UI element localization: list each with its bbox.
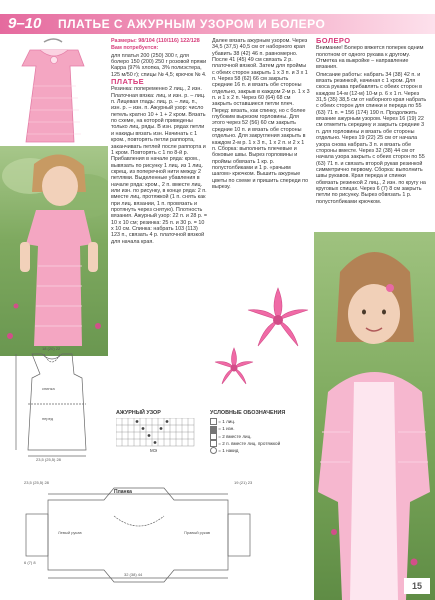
girl-dress-photo bbox=[0, 146, 108, 356]
materials-text: для платья 200 (250) 300 г, для болеро 150 (200) 250 г розовой пряжи Карра (97% хлопка, 3% полиэстера, 125 м/50 г); спицы № 4,5; крючок № 4. bbox=[111, 52, 207, 78]
bolero-dim-width: 23,5 (25,5) 28 bbox=[24, 480, 49, 485]
bolero-placket-label: Планка bbox=[114, 489, 132, 495]
right-sleeve-label: Правый рукав bbox=[184, 530, 211, 535]
left-sleeve-label: Левый рукав bbox=[58, 530, 82, 535]
lace-chart-title: АЖУРНЫЙ УЗОР bbox=[116, 410, 161, 416]
girl-bolero-photo bbox=[314, 232, 435, 600]
dress-title: ПЛАТЬЕ bbox=[111, 77, 145, 87]
middle-text: Далее вязать ажурным узором. Через 34,5 (37,5) 40,5 см от наборного края убавить 38 (42) 46 п. равномерно. После 41 (45) 49 см связать 2 р. платочной вязкой. Затем для проймы с обеих сторон закрыть 1 х 3 п. и 3 х 1 п. Через 58 (62) 66 см закрыть средние 16 п. и вязать обе стороны отдельно, закрыв в каждом 2-м р. 1 х 3 п. и 1 х 2 п. Через 60 (64) 68 см закрыть оставшиеся петли плеч. Перед: вязать, как спинку, но с более глубоким вырезом горловины. Для этого через 52 (56) 60 см закрыть средние 10 п. и вязать обе стороны отдельно. Для закругления закрыть в каждом 2-м р. 1 х 3 п., 1 х 2 п. и 2 х 1 п. Сборка: выполнить плечевые и боковые швы. Вырез горловины и проймы обвязать 1 кр. р. полустолбиками и 1 р. «рачьим шагом» крючком. Вышить ажурные цветы по схеме и пришить спереди по вырезу. bbox=[212, 38, 310, 190]
page-range: 9–10 bbox=[8, 15, 42, 32]
bolero-text: Описание работы: набрать 34 (38) 42 п. и вязать резинкой, начиная с 1 кром. Для скоса рукава прибавлять с обеих сторон в каждом 14-м (12-м) 10-м р. 6 х 1 п. Через 31,5 (35) 38,5 см от наборного края набрать с обеих сторон для спинки и переда по 55 (63) 71 п. = 156 (174) 190 п. Продолжить вязание ажурным узором. Через 16 (19) 22 см отметить середину и закрыть средние 3 п. для горловины и вязать обе стороны отдельно. Через 19 (22) 25 см от начала узора снова набрать 3 п. и вязать обе стороны вместе. Через 32 (38) 44 см от начала узора закрыть с обеих сторон по 55 (63) 71 п. и связать второй рукав резинкой симметрично первому. Сборка: выполнить швы рукавов. Края переда и спинки обвязать резинкой 2 лиц., 2 изн. по кругу на круговых спицах. Через 6 (7) 8 см закрыть петли по рисунку. Вырез обвязать 1 р. полустолбиками крючком. bbox=[316, 71, 427, 205]
dress-instructions-column bbox=[111, 38, 207, 354]
bolero-instructions-column bbox=[316, 38, 428, 228]
dress-schematic bbox=[2, 346, 112, 464]
legend-title: УСЛОВНЫЕ ОБОЗНАЧЕНИЯ bbox=[210, 410, 286, 416]
dress-text: Резинка: попеременно 2 лиц., 2 изн. Платочная вязка: лиц. и изн. р. – лиц. п. Лицевая гладь: лиц. р. – лиц. п., изн. р. – изн. п. Ажурный узор: число петель кратно 10 + 1 + 2 кром. Вязать по схеме, на которой приведены только лиц. ряды. В изн. рядах петли и накиды вязать изн. Начинать с 1 кром., повторять петли раппорта, заканчивать петлей после раппорта и 1 кром. Повторять с 1 по 8-й р. Прибавления в начале ряда: кром., вывязать по рисунку 1 лиц. из 1 лиц. скрещ. из поперечной нити между 2 петлями. Выделенные убавления в начале ряда: кром., 2 п. вместе лиц. или изн. по рисунку, в конце ряда: 2 п. вместе лиц. протяжкой (1 п. снять как при лиц. вязании, 1 п. провязать и протянуть через снятую). Плотность вязания. Ажурный узор: 22 п. и 28 р. = 10 х 10 см; резинка: 25 п. и 30 р. = 10 х 10 см. Спинка: набрать 103 (113) 123 п., связать 4 р. платочной вязкой для начала края. bbox=[111, 86, 207, 245]
legend-item: = 1 лиц. bbox=[210, 418, 310, 425]
flower-motifs bbox=[214, 272, 314, 394]
sizes-text: Размеры: 98/104 (110/116) 122/128 bbox=[111, 38, 200, 44]
lace-chart bbox=[116, 410, 202, 458]
dress-product-photo bbox=[0, 36, 108, 144]
dress-width-dim: 23,5 (25,5) 28 bbox=[36, 457, 61, 462]
materials-title: Вам потребуется: bbox=[111, 45, 159, 52]
page-number: 15 bbox=[404, 578, 430, 594]
bolero-title: БОЛЕРО bbox=[316, 38, 351, 45]
bolero-dim-sleeve: 6 (7) 8 bbox=[24, 560, 36, 565]
legend-item: = 1 изн. bbox=[210, 425, 310, 432]
page-title: ПЛАТЬЕ С АЖУРНЫМ УЗОРОМ И БОЛЕРО bbox=[58, 17, 326, 31]
legend bbox=[210, 410, 310, 470]
dress-front-label: перед bbox=[42, 416, 54, 421]
legend-item: = 2 п. вместе лиц. протяжкой bbox=[210, 440, 310, 447]
legend-item: = 1 накид bbox=[210, 447, 310, 454]
bolero-attention: Внимание! Болеро вяжется поперек одним полотном от одного рукава к другому. Отметка на выкройке – направление вязания. bbox=[316, 45, 424, 71]
bolero-dim-right: 19 (21) 23 bbox=[234, 480, 253, 485]
dress-back-label: спинка bbox=[42, 386, 55, 391]
dress-top-dim: 18 (20) 22 bbox=[42, 346, 61, 351]
legend-item: = 2 вместе лиц. bbox=[210, 433, 310, 440]
bolero-schematic bbox=[14, 480, 304, 590]
bolero-dim-bottom: 32 (38) 44 bbox=[124, 572, 143, 577]
rapport-label: МЭ bbox=[150, 448, 157, 453]
